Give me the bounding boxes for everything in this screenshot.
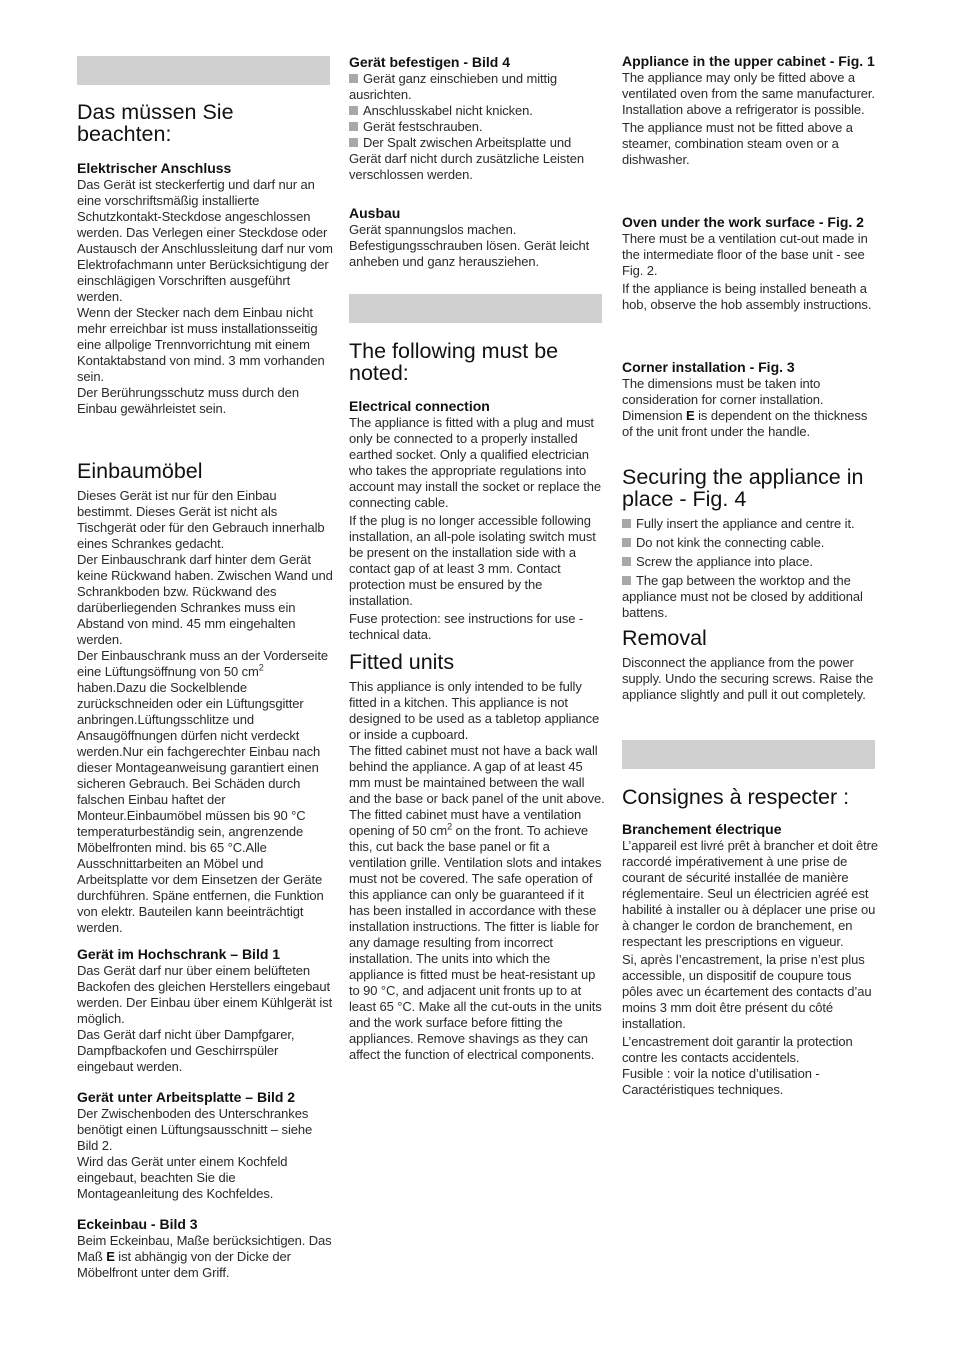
section-heading: Removal [622, 626, 707, 650]
bullet-square-icon [622, 538, 631, 547]
section-upper-cabinet-de [77, 946, 333, 1075]
bullet-square-icon [622, 519, 631, 528]
subheading: Gerät im Hochschrank – Bild 1 [77, 946, 281, 962]
section-corner-de [77, 1216, 333, 1281]
paragraph: The fitted cabinet must not have a back wall behind the appliance. A gap of at least 45 mm must be maintained between the wall and the base or back panel of the unit above. [349, 743, 605, 806]
subheading: Corner installation - Fig. 3 [622, 359, 795, 375]
paragraph: The appliance may only be fitted above a ventilated oven from the same manufacturer. Installation above a refrigerator is possible. [622, 70, 875, 117]
section-heading: Einbaumöbel [77, 459, 203, 483]
paragraph: L’appareil est livré prêt à brancher et doit être raccordé impérativement à une prise de courant de sécurité installée de manière réglementaire. Seul un électricien agréé est habilité à installer ou à déplacer une prise ou à changer le cordon de branchement, en respectant les prescriptions en vigueur. [622, 838, 878, 949]
subheading: Elektrischer Anschluss [77, 160, 232, 176]
bullet-item: Do not kink the connecting cable. [622, 535, 878, 551]
paragraph: Disconnect the appliance from the power supply. Undo the securing screws. Raise the appliance slightly and pull it out completely. [622, 655, 874, 702]
bullet-square-icon [349, 106, 358, 115]
paragraph: This appliance is only intended to be fully fitted in a kitchen. This appliance is not designed to be used as a tabletop appliance or inside a cupboard. [349, 679, 600, 742]
section-fitted-units-de [77, 460, 333, 936]
section-removal-de [349, 205, 605, 270]
subheading: Ausbau [349, 205, 401, 221]
section-english-notes [349, 340, 605, 384]
bullet-square-icon [349, 74, 358, 83]
bullet-item: Anschlusskabel nicht knicken. [349, 103, 605, 119]
section-electrical-de [77, 160, 333, 417]
paragraph: Wenn der Stecker nach dem Einbau nicht mehr erreichbar ist muss installationsseitig eine allpolige Trennvorrichtung mit einem Kontaktabstand von mind. 3 mm vorhanden sein. [77, 305, 325, 384]
section-header-bar [622, 740, 875, 769]
subheading: Electrical connection [349, 398, 490, 414]
bullet-item: Gerät festschrauben. [349, 119, 605, 135]
section-removal-en [622, 627, 878, 703]
paragraph: If the plug is no longer accessible following installation, an all-pole isolating switch must be present on the installation side with a contact gap of at least 3 mm. Contact protection must be ensured by the installation. [349, 513, 596, 608]
paragraph: Der Zwischenboden des Unterschrankes benötigt einen Lüftungsausschnitt – siehe Bild 2. [77, 1106, 313, 1153]
bullet-square-icon [622, 576, 631, 585]
bullet-square-icon [349, 122, 358, 131]
paragraph: Si, après l’encastrement, la prise n’est plus accessible, un dispositif de coupure tous pôles avec un écartement des contacts d’au moins 3 mm doit être présent du côté installation. [622, 952, 872, 1031]
paragraph: If the appliance is being installed beneath a hob, observe the hob assembly instructions. [622, 281, 872, 312]
paragraph: Der Einbauschrank muss an der Vorderseite eine Lüftungsöffnung von 50 $cm^2$ haben.Dazu die Sockelblende zurückschneiden oder ein Lüftungsgitter anbringen.Lüftungsschlitze und Ansaugöffnungen dürfen nicht verdeckt werden.Nur ein fachgerechter Einbau nach dieser Montageanweisung garantiert einen sicheren Gebrauch. Bei Schäden durch falschen Einbau haftet der Monteur.Einbaumöbel müssen bis 90 °C temperaturbeständig sein, angrenzende Möbelfronten mind. bis 65 °C.Alle Ausschnittarbeiten an Möbel und Arbeitsplatte vor dem Einsetzen der Geräte durchführen. Späne entfernen, die Funktion von elektr. Bauteilen kann beeinträchtigt werden. [77, 648, 328, 935]
section-under-worktop-en [622, 214, 878, 313]
section-fitted-units-en [349, 651, 605, 1063]
bullet-item: Screw the appliance into place. [622, 554, 878, 570]
paragraph: Fusible : voir la notice d’utilisation - Caractéristiques techniques. [622, 1066, 820, 1097]
paragraph: Das Gerät darf nicht über Dampfgarer, Dampfbackofen und Geschirrspüler eingebaut werden. [77, 1027, 295, 1074]
bullet-item: Der Spalt zwischen Arbeitsplatte und Gerät darf nicht durch zusätzliche Leisten verschlossen werden. [349, 135, 584, 182]
paragraph: Dieses Gerät ist nur für den Einbau bestimmt. Dieses Gerät ist nicht als Tischgerät oder für den Gebrauch innerhalb eines Schrankes gedacht. [77, 488, 325, 551]
paragraph: Fuse protection: see instructions for use - technical data. [349, 611, 584, 642]
section-corner-en [622, 359, 878, 440]
page-title: The following must be noted: [349, 339, 559, 385]
paragraph: The appliance must not be fitted above a steamer, combination steam oven or a dishwasher. [622, 120, 853, 167]
page-title: Consignes à respecter : [622, 785, 850, 809]
bullet-item: The gap between the worktop and the appliance must not be closed by additional battens. [622, 573, 863, 620]
paragraph: There must be a ventilation cut-out made in the intermediate floor of the base unit - see Fig. 2. [622, 231, 868, 278]
subheading: Branchement électrique [622, 821, 782, 837]
paragraph: The fitted cabinet must have a ventilation opening of 50 $cm^2$ on the front. To achieve this, cut back the base panel or fit a ventilation grille. Ventilation slots and intakes must not be covered. The safe operation of this appliance can only be guaranteed if it has been installed in accordance with these installation instructions. The fitter is liable for any damage resulting from incorrect installation. The units into which the appliance is fitted must be heat-resistant up to 90 °C, and adjacent unit fronts up to at least 65 °C. Make all the cut-outs in the units and the work surface before fitting the appliances. Remove shavings as they can affect the function of electrical components. [349, 807, 602, 1062]
section-heading: Fitted units [349, 650, 455, 674]
paragraph: The dimensions must be taken into consideration for corner installation. Dimension E is dependent on the thickness of the unit front under the handle. [622, 376, 868, 439]
paragraph: Der Einbauschrank darf hinter dem Gerät keine Rückwand haben. Zwischen Wand und Schrankboden bzw. Rückwand des darüberliegenden Schrankes muss ein Abstand von mind. 45 mm eingehalten werden. [77, 552, 333, 647]
section-under-worktop-de [77, 1089, 333, 1202]
paragraph: Der Berührungsschutz muss durch den Einbau gewährleistet sein. [77, 385, 299, 416]
subheading: Appliance in the upper cabinet - Fig. 1 [622, 53, 875, 69]
paragraph: Wird das Gerät unter einem Kochfeld eingebaut, beachten Sie die Montageanleitung des Kochfeldes. [77, 1154, 288, 1201]
section-electrical-fr [622, 821, 878, 1098]
bullet-item: Gerät ganz einschieben und mittig ausrichten. [349, 71, 557, 102]
section-header-bar [77, 56, 330, 85]
section-heading: Securing the appliance in place - Fig. 4 [622, 465, 864, 511]
section-secure-en [622, 466, 878, 621]
section-upper-cabinet-en [622, 53, 878, 168]
paragraph: Das Gerät darf nur über einem belüfteten Backofen des gleichen Herstellers eingebaut werden. Der Einbau über einem Kühlgerät ist möglich. [77, 963, 333, 1026]
paragraph: L’encastrement doit garantir la protection contre les contacts accidentels. [622, 1034, 853, 1065]
page-title: Das müssen Sie beachten: [77, 100, 234, 146]
bullet-square-icon [349, 138, 358, 147]
paragraph: The appliance is fitted with a plug and must only be connected to a properly installed earthed socket. Only a qualified electrician who takes the appropriate regulations into account may install the socket or replace the connecting cable. [349, 415, 602, 510]
subheading: Gerät befestigen - Bild 4 [349, 54, 511, 70]
subheading: Eckeinbau - Bild 3 [77, 1216, 198, 1232]
bullet-square-icon [622, 557, 631, 566]
section-french-notes [622, 786, 878, 808]
subheading: Oven under the work surface - Fig. 2 [622, 214, 864, 230]
section-secure-de [349, 54, 605, 183]
section-electrical-en [349, 398, 605, 643]
paragraph: Beim Eckeinbau, Maße berücksichtigen. Das Maß E ist abhängig von der Dicke der Möbelfront unter dem Griff. [77, 1233, 332, 1280]
section-german-notes [77, 101, 333, 145]
bullet-item: Fully insert the appliance and centre it. [622, 516, 878, 532]
paragraph: Gerät spannungslos machen. Befestigungsschrauben lösen. Gerät leicht anheben und ganz herausziehen. [349, 222, 590, 269]
paragraph: Das Gerät ist steckerfertig und darf nur an eine vorschriftsmäßig installierte Schutzkontakt-Steckdose angeschlossen werden. Das Verlegen einer Steckdose oder Austausch der Anschlussleitung darf nur vom Elektrofachmann unter Berücksichtigung der einschlägigen Vorschriften ausgeführt werden. [77, 177, 333, 304]
subheading: Gerät unter Arbeitsplatte – Bild 2 [77, 1089, 296, 1105]
section-header-bar [349, 294, 602, 323]
